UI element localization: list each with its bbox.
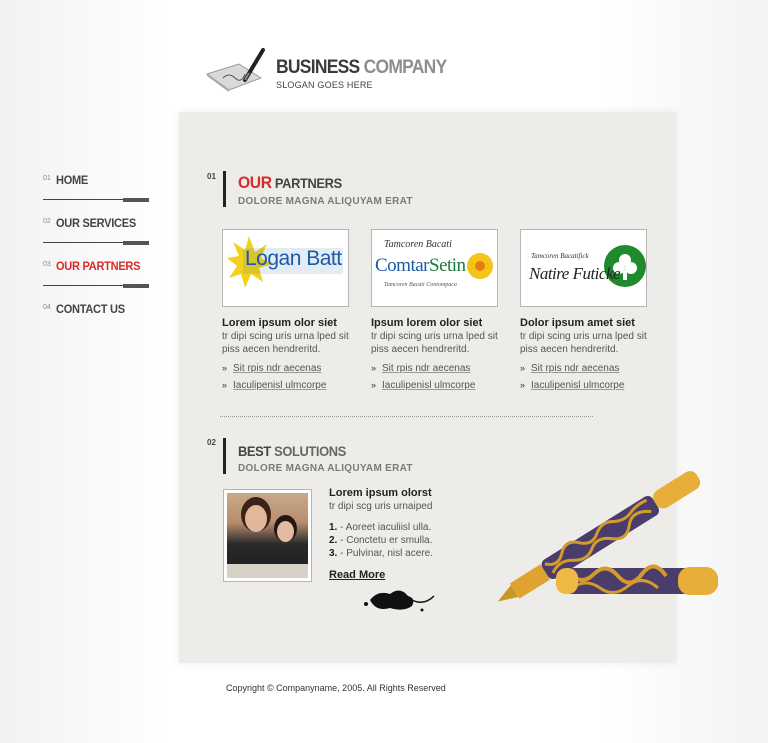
partner-card [371, 229, 503, 391]
partner-title: Lorem ipsum olor siet [222, 317, 337, 329]
nav-divider [43, 242, 149, 243]
nav-item-our-services[interactable] [43, 213, 153, 256]
double-chevron-right-icon: » [520, 363, 526, 373]
person-2 [277, 521, 294, 542]
desk [227, 564, 308, 578]
partner-link[interactable] [520, 380, 652, 391]
section-title-rest: SOLUTIONS [270, 443, 346, 459]
dotted-divider [220, 416, 593, 417]
partner-link-label: Iaculipenisl ulmcorpe [382, 380, 476, 391]
partner-logo-main: Natire Futicke [529, 264, 621, 283]
double-chevron-right-icon: » [520, 380, 526, 390]
slogan: SLOGAN GOES HERE [276, 80, 373, 90]
partner-link-label: Iaculipenisl ulmcorpe [233, 380, 327, 391]
partner-title: Ipsum lorem olor siet [371, 317, 483, 329]
partner-link[interactable] [371, 363, 503, 374]
section-title-dark: BEST [238, 443, 271, 459]
section-subtitle: DOLORE MAGNA ALIQUYAM ERAT [238, 463, 413, 474]
section-title-solutions [238, 443, 346, 459]
list-item-text: - Conctetu er smulla. [337, 535, 433, 546]
team-photo-image [227, 493, 308, 578]
brand-name [276, 57, 447, 79]
footer-copyright: Copyright © Companyname, 2005. All Rights Reserved [226, 683, 446, 693]
partner-logo-text: Logan Batt [245, 247, 342, 270]
nav-divider [43, 285, 149, 286]
double-chevron-right-icon: » [371, 380, 377, 390]
partner-link-label: Iaculipenisl ulmcorpe [531, 380, 625, 391]
double-chevron-right-icon: » [222, 363, 228, 373]
section-number: 02 [207, 438, 216, 447]
partner-link-label: Sit rpis ndr aecenas [531, 363, 620, 374]
partner-logo-natire-futicke[interactable] [520, 229, 647, 307]
main-nav [43, 170, 153, 342]
list-item-number: 1. [329, 522, 338, 533]
list-item-text: - Aoreet iaculiisl ulla. [337, 522, 432, 533]
list-item-text: - Pulvinar, nisl acere. [337, 548, 433, 559]
partner-link[interactable] [371, 380, 503, 391]
section-title-accent: OUR [238, 173, 272, 192]
partner-logo-comtar-setin[interactable] [371, 229, 498, 307]
section-bar [223, 171, 226, 207]
double-chevron-right-icon: » [222, 380, 228, 390]
nav-item-label[interactable]: CONTACT US [56, 302, 125, 316]
nav-item-home[interactable] [43, 170, 153, 213]
nav-item-contact-us[interactable] [43, 299, 153, 342]
partner-title: Dolor ipsum amet siet [520, 317, 635, 329]
partner-card [222, 229, 354, 391]
list-item-number: 3. [329, 548, 338, 559]
nav-item-number: 03 [43, 261, 51, 268]
section-number: 01 [207, 172, 216, 181]
nav-item-number: 02 [43, 218, 51, 225]
partner-logo-top-text: Tamcoren Bacatifick [531, 252, 589, 260]
partner-text: tr dipi scing uris urna lped sit piss aecen hendreritd. [520, 331, 647, 355]
list-item-number: 2. [329, 535, 338, 546]
solution-text: tr dipi scg uris urnaiped [329, 501, 433, 512]
partner-link-label: Sit rpis ndr aecenas [233, 363, 322, 374]
partner-link[interactable] [222, 380, 354, 391]
section-bar [223, 438, 226, 474]
partner-text: tr dipi scing uris urna lped sit piss aecen hendreritd. [222, 331, 349, 355]
partner-link[interactable] [520, 363, 652, 374]
section-title-partners [238, 173, 342, 193]
person-1 [245, 505, 267, 532]
nav-item-label[interactable]: OUR PARTNERS [56, 259, 141, 273]
nav-item-label[interactable]: HOME [56, 173, 89, 187]
brand-name-part2: COMPANY [359, 57, 447, 78]
section-subtitle: DOLORE MAGNA ALIQUYAM ERAT [238, 196, 413, 207]
partner-logo-bottom-text: Tamcoren Bacati Contompaca [384, 282, 457, 288]
logo-pen-icon [205, 44, 273, 94]
nav-divider [43, 199, 149, 200]
nav-item-number: 04 [43, 304, 51, 311]
partner-text: tr dipi scing uris urna lped sit piss aecen hendreritd. [371, 331, 498, 355]
partner-card [520, 229, 652, 391]
solution-title: Lorem ipsum olorst [329, 487, 432, 499]
nav-item-number: 01 [43, 175, 51, 182]
section-title-rest: PARTNERS [271, 175, 342, 191]
fountain-pen-illustration [360, 440, 730, 620]
partner-link-label: Sit rpis ndr aecenas [382, 363, 471, 374]
read-more-link[interactable]: Read More [329, 569, 386, 581]
double-chevron-right-icon: » [371, 363, 377, 373]
nav-item-our-partners[interactable] [43, 256, 153, 299]
partner-logo-main-part1: Comtar [375, 255, 429, 276]
partner-link[interactable] [222, 363, 354, 374]
team-photo [223, 489, 312, 582]
partner-logo-main-part2: Setin [429, 255, 466, 276]
partner-logo-main [375, 255, 466, 277]
partner-logo-logan-batt[interactable] [222, 229, 349, 307]
brand-name-part1: BUSINESS [276, 57, 360, 78]
partner-logo-top-text: Tamcoren Bacati [384, 239, 452, 250]
nav-item-label[interactable]: OUR SERVICES [56, 216, 136, 230]
